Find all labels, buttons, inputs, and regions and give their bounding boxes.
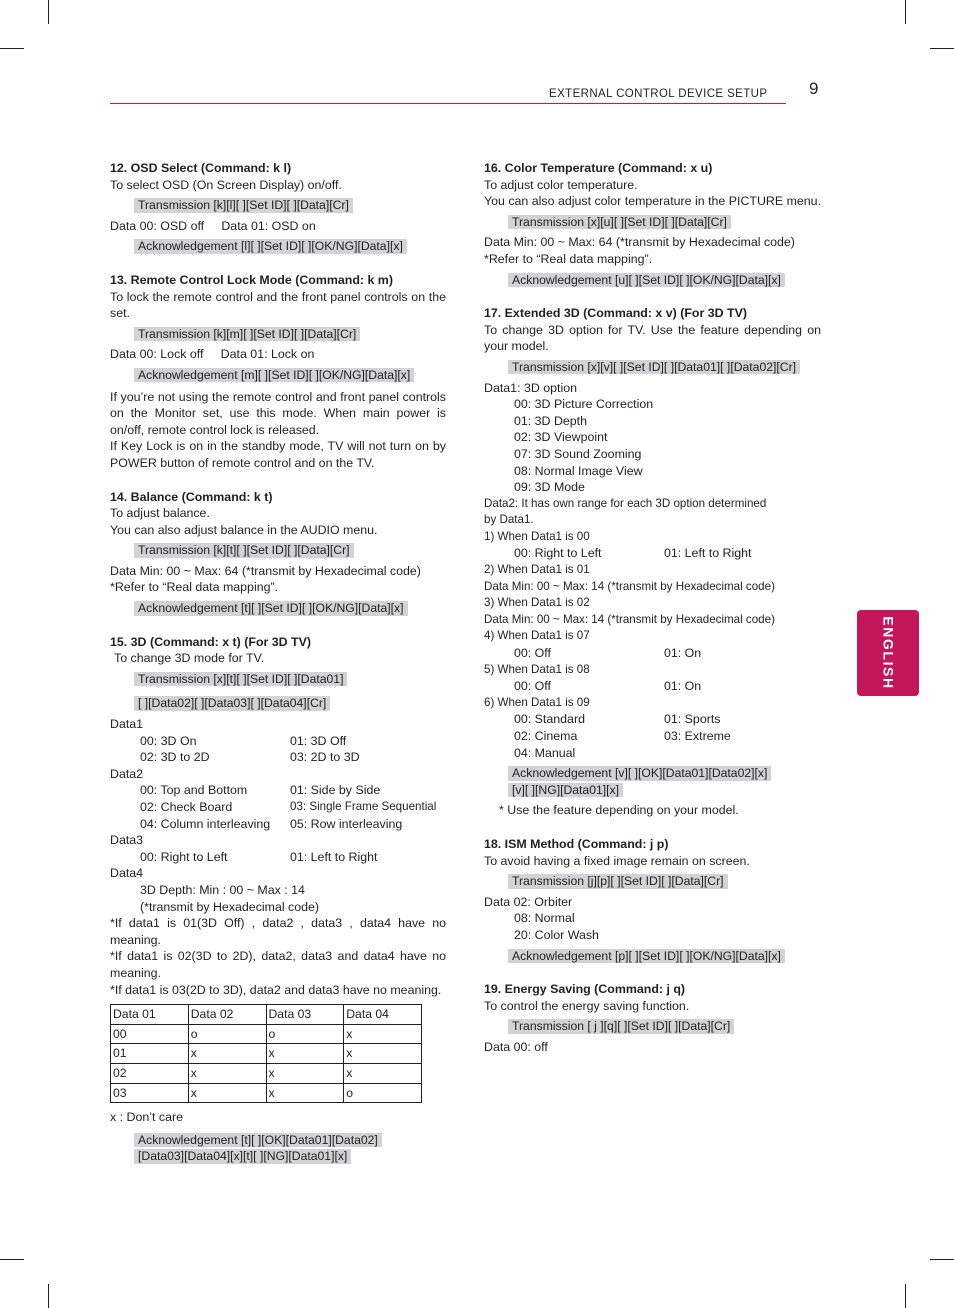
option-row: 00: Right to Left 01: Left to Right <box>514 546 752 561</box>
data-label: Data2 <box>110 766 144 781</box>
transmission-code: Transmission [ j ][q][ ][Set ID][ ][Data][Cr] <box>508 1018 821 1035</box>
header-divider <box>110 103 786 104</box>
section-title: 12. OSD Select (Command: k l) <box>110 161 292 175</box>
data-value: Data 02: Orbiter <box>484 894 573 909</box>
table-header-row: Data 01 Data 02 Data 03 Data 04 <box>111 1005 422 1025</box>
case-label: 6) When Data1 is 09 <box>484 695 590 709</box>
acknowledgement-code: Acknowledgement [u][ ][Set ID][ ][OK/NG][Data][x] <box>508 272 821 289</box>
section-desc: To adjust color temperature. <box>484 177 638 192</box>
language-tab-label: ENGLISH <box>880 616 897 690</box>
data-range: Data Min: 00 ~ Max: 64 (*transmit by Hexadecimal code) <box>110 563 421 578</box>
section-desc: To adjust balance. <box>110 506 210 521</box>
section-desc: To change 3D option for TV. Use the feature depending on your model. <box>484 322 821 354</box>
case-label: 5) When Data1 is 08 <box>484 662 590 676</box>
crop-mark <box>0 1259 24 1260</box>
language-tab <box>857 610 919 696</box>
acknowledgement-code: Acknowledgement [m][ ][Set ID][ ][OK/NG][Data][x] <box>134 367 446 384</box>
option-row: 00: Off 01: On <box>514 646 702 661</box>
section-desc: To change 3D mode for TV. <box>114 651 265 666</box>
section-desc: You can also adjust balance in the AUDIO menu. <box>110 522 378 537</box>
acknowledgement-code: [Data03][Data04][x][t][ ][NG][Data01][x] <box>134 1148 446 1165</box>
page-header-title: EXTERNAL CONTROL DEVICE SETUP <box>549 88 768 100</box>
data-reference: *Refer to “Real data mapping”. <box>110 580 279 595</box>
section-desc: To control the energy saving function. <box>484 998 690 1013</box>
section-title: 14. Balance (Command: k t) <box>110 489 273 504</box>
data4-options: 3D Depth: Min : 00 ~ Max : 14 (*transmit by Hexadecimal code) <box>140 882 320 914</box>
option-row: 00: Off 01: On <box>514 679 702 694</box>
table-legend: x : Don’t care <box>110 1110 183 1125</box>
data-label: Data1 <box>110 717 144 732</box>
section-desc: To select OSD (On Screen Display) on/off. <box>110 177 342 192</box>
section-note: *If data1 is 01(3D Off) , data2 , data3 , data4 have no meaning. <box>110 916 446 947</box>
section-desc: You can also adjust color temperature in the PICTURE menu. <box>484 194 822 209</box>
table-row: 01 x x x <box>111 1044 422 1064</box>
transmission-code: Transmission [k][l][ ][Set ID][ ][Data][Cr] <box>134 197 446 214</box>
crop-mark <box>48 0 49 24</box>
section-title: 18. ISM Method (Command: j p) <box>484 836 669 851</box>
acknowledgement-code: Acknowledgement [l][ ][Set ID][ ][OK/NG][Data][x] <box>134 238 446 255</box>
acknowledgement-code: Acknowledgement [t][ ][OK][Data01][Data02] <box>134 1132 446 1149</box>
acknowledgement-code: [v][ ][NG][Data01][x] <box>508 782 821 799</box>
section-title: 17. Extended 3D (Command: x v) (For 3D TV) <box>484 306 747 321</box>
transmission-code: Transmission [x][v][ ][Set ID][ ][Data01][ ][Data02][Cr] <box>508 359 821 376</box>
data-label: Data1: 3D option <box>484 380 577 395</box>
data-label: Data4 <box>110 866 144 881</box>
crop-mark <box>905 0 906 24</box>
data-table <box>110 1004 422 1103</box>
case6-options: 00: Standard 01: Sports 02: Cinema 03: Extreme 04: Manual <box>514 712 731 760</box>
table-row: 00 o o x <box>111 1024 422 1044</box>
transmission-code: Transmission [k][m][ ][Set ID][ ][Data][Cr] <box>134 326 446 343</box>
section-title: 16. Color Temperature (Command: x u) <box>484 161 713 175</box>
section-title: 13. Remote Control Lock Mode (Command: k m) <box>110 272 393 287</box>
left-column <box>110 160 446 1169</box>
data2-options: 00: Top and Bottom 01: Side by Side 02: Check Board 03: Single Frame Sequential 04: Column interleaving 05: Row interleaving <box>140 783 437 831</box>
case-block: 2) When Data1 is 01 Data Min: 00 ~ Max: 14 (*transmit by Hexadecimal code) 3) When Data1 is 02 Data Min: 00 ~ Max: 14 (*transmit by Hexadecimal code) 4) When Data1 is 07 <box>484 563 775 643</box>
transmission-code: Transmission [x][u][ ][Set ID][ ][Data][Cr] <box>508 214 821 231</box>
crop-mark <box>905 1284 906 1308</box>
acknowledgement-code: Acknowledgement [p][ ][Set ID][ ][OK/NG][Data][x] <box>508 948 821 965</box>
section-desc: To lock the remote control and the front panel controls on the set. <box>110 289 446 321</box>
acknowledgement-code: Acknowledgement [v][ ][OK][Data01][Data02][x] <box>508 765 821 782</box>
transmission-code: Transmission [k][t][ ][Set ID][ ][Data][Cr] <box>134 542 446 559</box>
crop-mark <box>930 48 954 49</box>
section-desc: To avoid having a fixed image remain on screen. <box>484 853 750 868</box>
crop-mark <box>0 48 24 49</box>
right-column <box>484 160 821 1056</box>
page-number: 9 <box>809 79 819 98</box>
crop-mark <box>48 1284 49 1308</box>
data1-options: 00: 3D On 01: 3D Off 02: 3D to 2D 03: 2D to 3D <box>140 733 360 765</box>
data1-options: 00: 3D Picture Correction 01: 3D Depth 02: 3D Viewpoint 07: 3D Sound Zooming 08: Normal Image View 09: 3D Mode <box>514 397 654 495</box>
data-reference: *Refer to “Real data mapping”. <box>484 251 653 266</box>
section-title: 15. 3D (Command: x t) (For 3D TV) <box>110 634 312 649</box>
transmission-code: [ ][Data02][ ][Data03][ ][Data04][Cr] <box>134 695 446 712</box>
data-label: Data3 <box>110 833 144 848</box>
transmission-code: Transmission [j][p][ ][Set ID][ ][Data][Cr] <box>508 873 821 890</box>
data-values: Data 00: Lock off Data 01: Lock on <box>110 347 315 362</box>
data-values: Data 00: OSD off Data 01: OSD on <box>110 218 316 233</box>
acknowledgement-code: Acknowledgement [t][ ][Set ID][ ][OK/NG][Data][x] <box>134 600 446 617</box>
crop-mark <box>930 1259 954 1260</box>
table-row: 02 x x x <box>111 1063 422 1083</box>
section-note: If Key Lock is on in the standby mode, TV will not turn on by POWER button of remote control and on the TV. <box>110 439 446 470</box>
section-note: If you’re not using the remote control and front panel controls on the Monitor set, use this mode. When main power is on/off, remote control lock is released. <box>110 389 446 437</box>
section-note: *If data1 is 03(2D to 3D), data2 and data3 have no meaning. <box>110 982 442 997</box>
data-values: 08: Normal 20: Color Wash <box>514 911 599 942</box>
section-title: 19. Energy Saving (Command: j q) <box>484 982 686 997</box>
section-note: *If data1 is 02(3D to 2D), data2, data3 and data4 have no meaning. <box>110 949 446 980</box>
transmission-code: Transmission [x][t][ ][Set ID][ ][Data01] <box>134 671 446 688</box>
table-row: 03 x x o <box>111 1083 422 1103</box>
section-note: * Use the feature depending on your model. <box>499 803 739 818</box>
data2-desc: Data2: It has own range for each 3D option determined by Data1. 1) When Data1 is 00 <box>484 496 767 543</box>
data3-options: 00: Right to Left 01: Left to Right <box>140 849 378 864</box>
data-value: Data 00: off <box>484 1039 548 1054</box>
data-range: Data Min: 00 ~ Max: 64 (*transmit by Hexadecimal code) <box>484 235 795 250</box>
